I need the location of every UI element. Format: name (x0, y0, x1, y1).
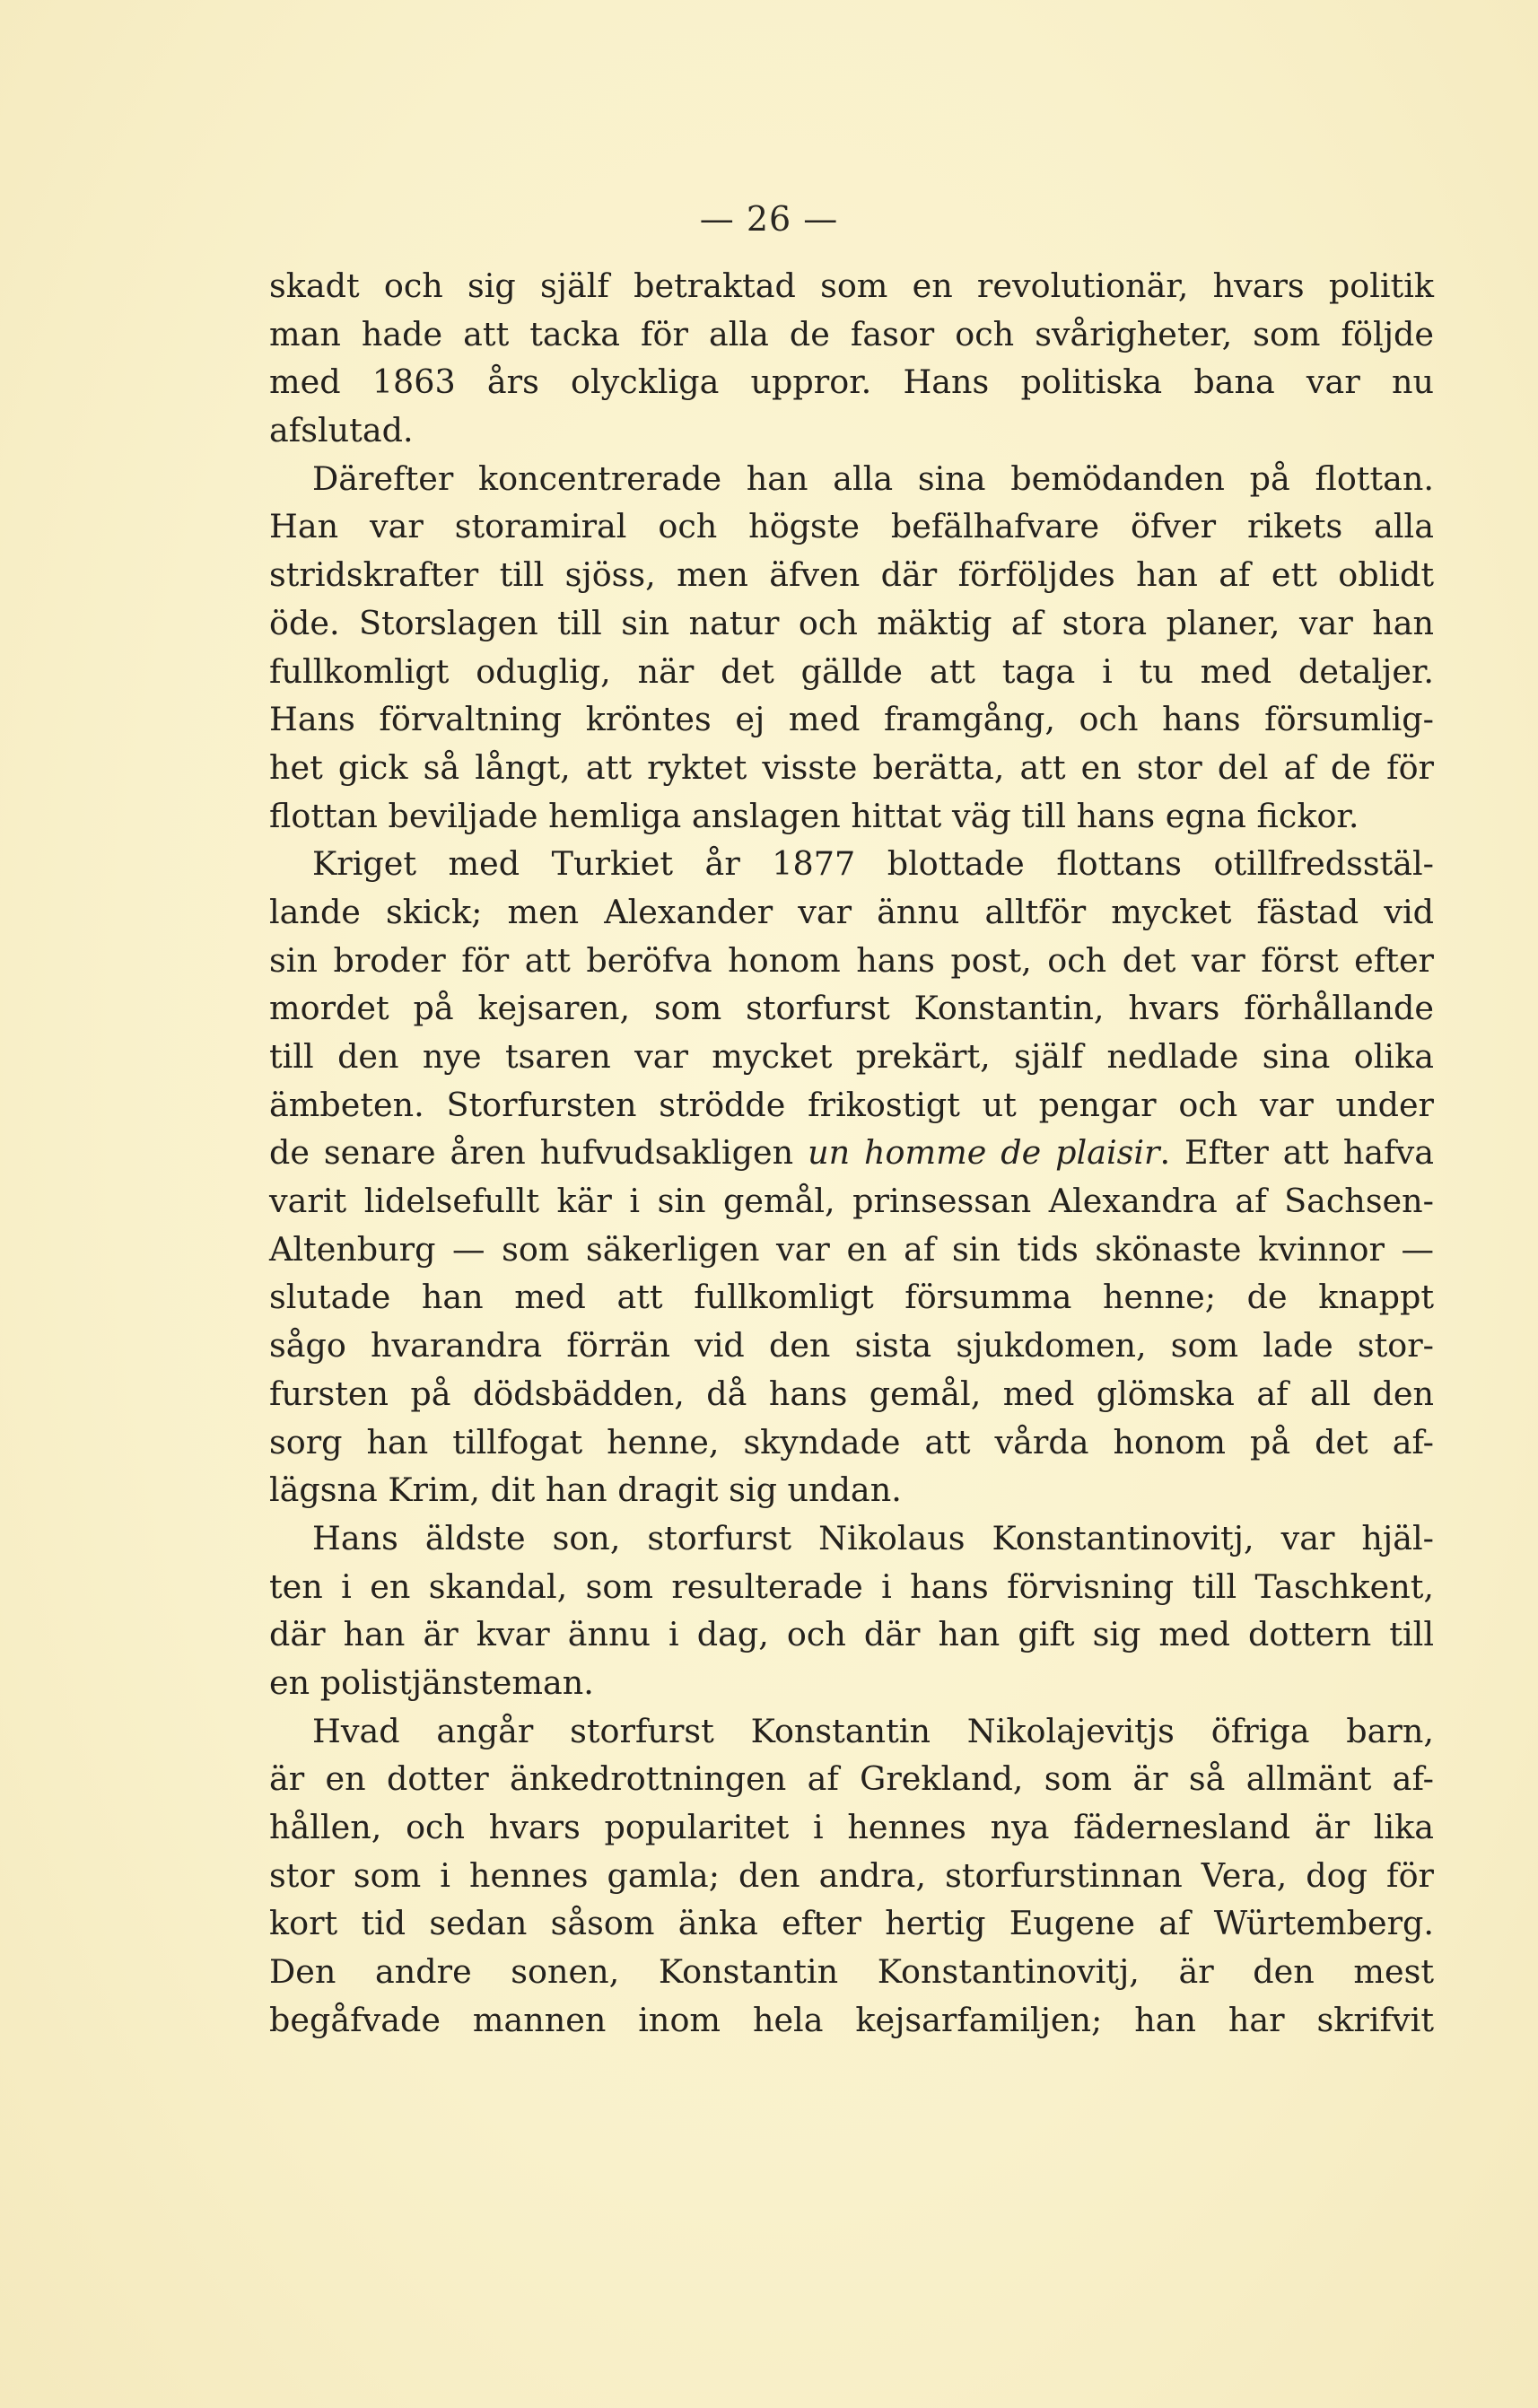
text-line: mordet på kejsaren, som storfurst Konstantin, hvars förhållande (269, 989, 1434, 1028)
text-line: med 1863 års olyckliga uppror. Hans politiska bana var nu (269, 362, 1434, 402)
text-segment: . Efter att hafva (1159, 1133, 1434, 1173)
text-line (269, 1129, 1434, 1177)
text-line: Hans äldste son, storfurst Nikolaus Konstantinovitj, var hjäl- (312, 1518, 1434, 1557)
text-line: sågo hvarandra förrän vid den sista sjukdomen, som lade stor- (269, 1326, 1434, 1365)
text-line: Han var storamiral och högste befälhafvare öfver rikets alla (269, 507, 1434, 546)
italic-phrase: un homme de plaisir (808, 1133, 1160, 1173)
text-line: kort tid sedan såsom änka efter hertig Eugene af Würtemberg. (269, 1904, 1434, 1943)
body-text (269, 262, 1434, 2044)
text-segment: de senare åren hufvudsakligen (269, 1133, 808, 1173)
text-line: lägsna Krim, dit han dragit sig undan. (269, 1470, 902, 1510)
text-line: Den andre sonen, Konstantin Konstantinovitj, är den mest (269, 1952, 1434, 1992)
text-line: Hans förvaltning kröntes ej med framgång, och hans försumlig- (269, 700, 1434, 739)
text-line: slutade han med att fullkomligt försumma henne; de knappt (269, 1278, 1434, 1317)
text-line: lande skick; men Alexander var ännu alltför mycket fästad vid (269, 892, 1434, 931)
text-line: stridskrafter till sjöss, men äfven där förföljdes han af ett oblidt (269, 555, 1434, 595)
text-line: stor som i hennes gamla; den andra, storfurstinnan Vera, dog för (269, 1855, 1434, 1895)
text-line: Kriget med Turkiet år 1877 blottade flottans otillfredsstäl- (312, 844, 1434, 884)
text-line: till den nye tsaren var mycket prekärt, själf nedlade sina olika (269, 1037, 1434, 1076)
text-line: man hade att tacka för alla de fasor och svårigheter, som följde (269, 314, 1434, 353)
text-line: sin broder för att beröfva honom hans post, och det var först efter (269, 940, 1434, 980)
text-line: öde. Storslagen till sin natur och mäktig af stora planer, var han (269, 603, 1434, 642)
page-number: — 26 — (699, 199, 839, 239)
text-line: fullkomligt oduglig, när det gällde att taga i tu med detaljer. (269, 651, 1434, 691)
text-line: begåfvade mannen inom hela kejsarfamiljen; han har skrifvit (269, 2000, 1434, 2039)
text-line: ämbeten. Storfursten strödde frikostigt ut pengar och var under (269, 1085, 1434, 1124)
text-line: där han är kvar ännu i dag, och där han gift sig med dottern till (269, 1615, 1434, 1654)
text-line: flottan beviljade hemliga anslagen hittat väg till hans egna fickor. (269, 796, 1359, 835)
text-line: ten i en skandal, som resulterade i hans förvisning till Taschkent, (269, 1566, 1434, 1606)
text-line: hållen, och hvars popularitet i hennes nya fädernesland är lika (269, 1808, 1434, 1846)
text-line: är en dotter änkedrottningen af Grekland, som är så allmänt af- (269, 1759, 1434, 1799)
text-line: en polistjänsteman. (269, 1662, 594, 1702)
text-line: varit lidelsefullt kär i sin gemål, prinsessan Alexandra af Sachsen- (269, 1182, 1434, 1221)
text-line: sorg han tillfogat henne, skyndade att vårda honom på det af- (269, 1422, 1434, 1461)
text-line: skadt och sig själf betraktad som en revolutionär, hvars politik (269, 266, 1434, 305)
text-line: Hvad angår storfurst Konstantin Nikolajevitjs öfriga barn, (312, 1711, 1434, 1750)
text-line: fursten på dödsbädden, då hans gemål, med glömska af all den (269, 1374, 1434, 1413)
text-line: afslutad. (269, 411, 414, 450)
text-line: Därefter koncentrerade han alla sina bemödanden på flottan. (312, 458, 1434, 498)
text-line: Altenburg — som säkerligen var en af sin tids skönaste kvinnor — (269, 1229, 1434, 1269)
text-line: het gick så långt, att ryktet visste berätta, att en stor del af de för (269, 747, 1434, 787)
